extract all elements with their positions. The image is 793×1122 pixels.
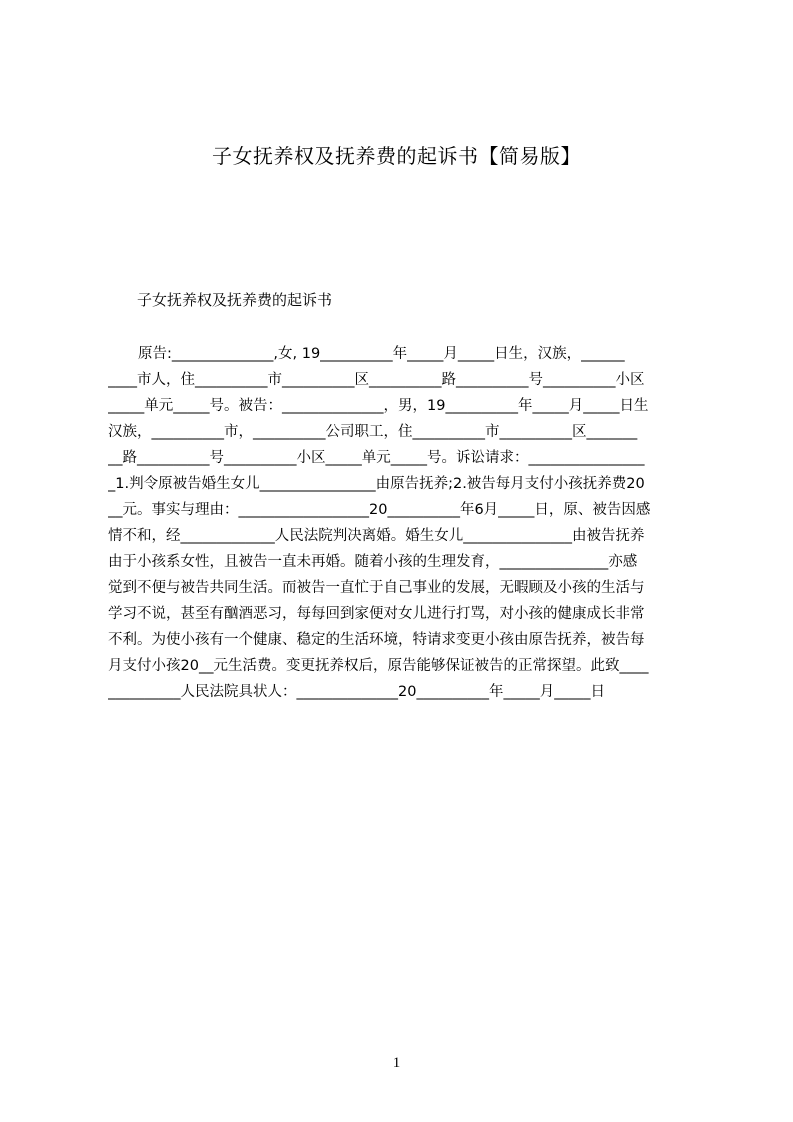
body-line: 汉族，__________市，__________公司职工，住__________市__________区_______ xyxy=(108,424,638,440)
body-line: __________人民法院具状人：______________20__________年_____月_____日 xyxy=(108,684,605,700)
body-line: __路__________号__________小区_____单元_____号。诉讼请求：________________ xyxy=(108,450,645,466)
body-line: 学习不说，甚至有酗酒恶习，每每回到家便对女儿进行打骂，对小孩的健康成长非常 xyxy=(108,606,645,622)
body-line: 觉到不便与被告共同生活。而被告一直忙于自己事业的发展，无暇顾及小孩的生活与 xyxy=(108,580,645,596)
document-title: 子女抚养权及抚养费的起诉书【简易版】 xyxy=(212,144,581,168)
body-line: 不利。为使小孩有一个健康、稳定的生活环境，特请求变更小孩由原告抚养，被告每 xyxy=(108,632,645,648)
complaint-body xyxy=(108,341,697,705)
document-subtitle: 子女抚养权及抚养费的起诉书 xyxy=(137,291,333,309)
body-line: 情不和，经_____________人民法院判决离婚。婚生女儿_______________由被告抚养 xyxy=(108,528,645,544)
body-line: 原告:______________,女, 19__________年_____月_____日生，汉族，______ xyxy=(138,346,625,362)
body-line: ____市人，住__________市__________区__________路__________号__________小区 xyxy=(108,372,645,388)
body-line: 月支付小孩20__元生活费。变更抚养权后，原告能够保证被告的正常探望。此致____ xyxy=(108,658,649,674)
body-line: __元。事实与理由：__________________20__________年6月_____日，原、被告因感 xyxy=(108,502,651,518)
page-number: 1 xyxy=(392,1055,401,1071)
body-line: _1.判令原被告婚生女儿________________由原告抚养;2.被告每月支付小孩抚养费20 xyxy=(108,476,645,492)
body-line: 由于小孩系女性，且被告一直未再婚。随着小孩的生理发育，_______________亦感 xyxy=(108,554,638,570)
body-line: _____单元_____号。被告：______________，男，19__________年_____月_____日生 xyxy=(108,398,649,414)
